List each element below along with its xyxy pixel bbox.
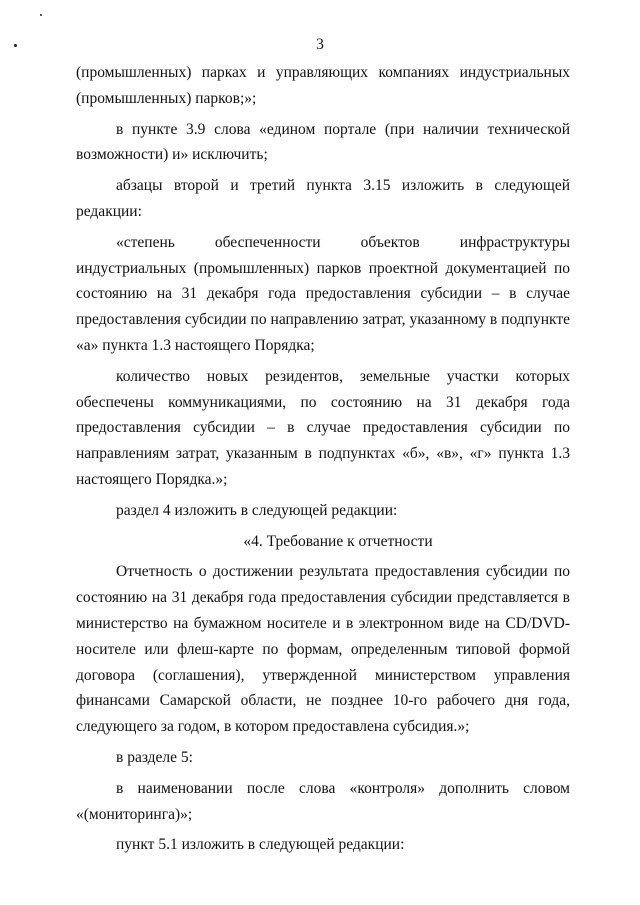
scan-speck <box>40 14 42 16</box>
paragraph: в разделе 5: <box>116 748 193 766</box>
paragraph: (промышленных) парках и управляющих компаниях индустриальных (промышленных) парков;»; <box>76 64 570 107</box>
paragraph: количество новых резидентов, земельные участки которых обеспечены коммуникациями, по состоянию на 31 декабря года предоставления субсидии – в случае предоставления субсидии по направлениям затрат, указанным в подпунктах «б», «в», «г» пункта 1.3 настоящего Порядка.»; <box>76 367 570 488</box>
paragraph: «степень обеспеченности объектов инфраструктуры индустриальных (промышленных) парков проектной документацией по состоянию на 31 декабря года предоставления субсидии – в случае предоставления субсидии по направлению затрат, указанному в подпункте «а» пункта 1.3 настоящего Порядка; <box>76 233 570 354</box>
paragraph: раздел 4 изложить в следующей редакции: <box>116 501 398 519</box>
section-heading: «4. Требование к отчетности <box>243 532 433 550</box>
paragraph: абзацы второй и третий пункта 3.15 изложить в следующей редакции: <box>76 177 570 220</box>
paragraph: в пункте 3.9 слова «едином портале (при наличии технической возможности) и» исключить; <box>76 120 570 164</box>
page-number: 3 <box>316 36 324 53</box>
paragraph: Отчетность о достижении результата предоставления субсидии по состоянию на 31 декабря года предоставления субсидии представляется в министерство на бумажном носителе и в электронном виде на CD/DVD-носителе или флеш-карте по формам, определенным типовой формой договора (соглашения), утвержденной министерством управления финансами Самарской области, не позднее 10-го рабочего дня года, следующего за годом, в котором предоставлена субсидия.»; <box>76 563 570 736</box>
paragraph: пункт 5.1 изложить в следующей редакции: <box>116 836 405 854</box>
paragraph: в наименовании после слова «контроля» дополнить словом «(мониторинга)»; <box>76 779 570 823</box>
document-body <box>76 60 570 863</box>
